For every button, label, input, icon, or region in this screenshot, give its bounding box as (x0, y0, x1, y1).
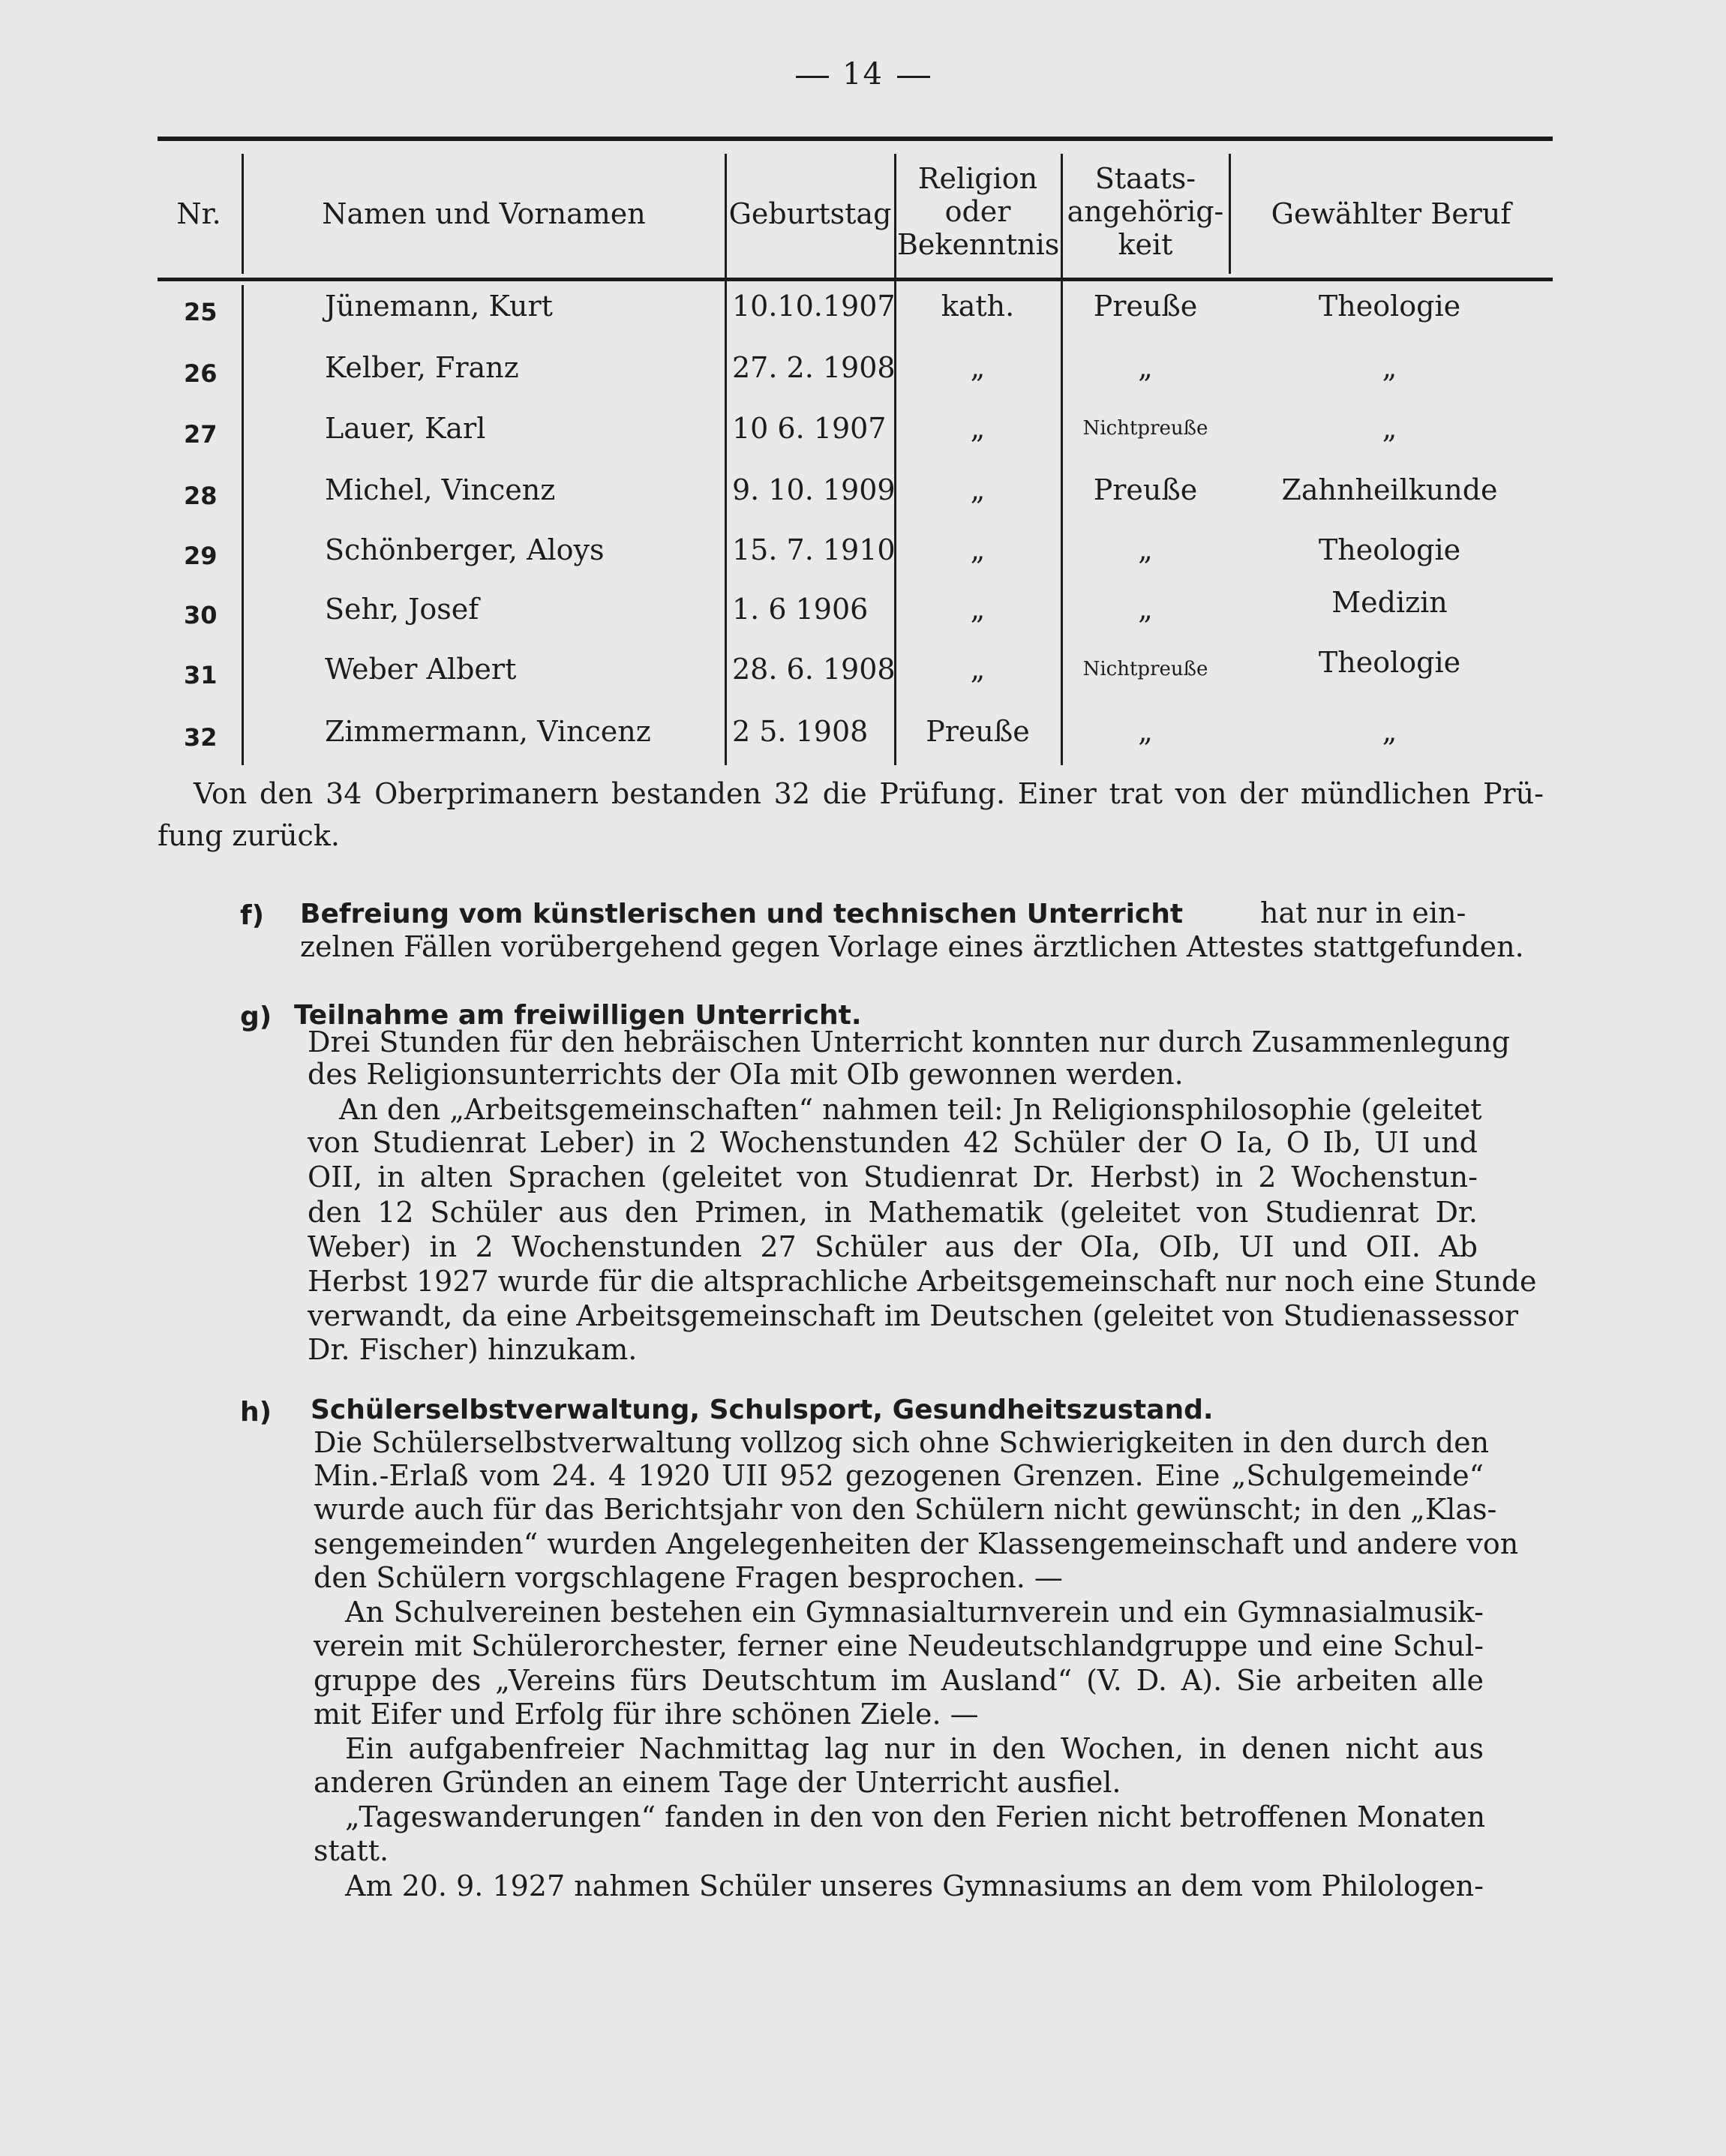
page-number: 14 (0, 57, 1726, 92)
row-name: Zimmermann, Vincenz (325, 715, 651, 748)
row-birth: 9. 10. 1909 (732, 473, 896, 506)
header-religion-2: oder (944, 195, 1011, 228)
section-f-line: hat nur in ein- (1260, 896, 1466, 929)
summary-line: fung zurück. (158, 819, 340, 852)
section-g-label: g) (240, 1001, 272, 1032)
row-nationality: „ (1138, 593, 1153, 626)
section-g-line: verwandt, da eine Arbeitsgemeinschaft im Deutschen (geleitet von Studienassessor (308, 1299, 1519, 1332)
row-religion: kath. (941, 290, 1015, 323)
row-birth: 15. 7. 1910 (732, 533, 896, 566)
column-divider (242, 154, 244, 274)
row-name: Jünemann, Kurt (325, 290, 553, 323)
section-h-line: sengemeinden“ wurden Angelegenheiten der Klassengemeinschaft und andere von (314, 1527, 1519, 1560)
section-f-label: f) (240, 900, 265, 931)
row-name: Schönberger, Aloys (325, 533, 605, 566)
section-g-line: Drei Stunden für den hebräischen Unterricht konnten nur durch Zusammenlegung (308, 1025, 1510, 1058)
section-h-line: Die Schülerselbstverwaltung vollzog sich ohne Schwierigkeiten in den durch den (314, 1426, 1490, 1459)
section-h-line: wurde auch für das Berichtsjahr von den Schülern nicht gewünscht; in den „Klas- (314, 1493, 1497, 1526)
row-nationality: „ (1138, 715, 1153, 748)
row-nr: 26 (184, 359, 218, 388)
row-name: Kelber, Franz (325, 351, 519, 384)
row-nr: 27 (184, 420, 218, 449)
section-g-line: Weber) in 2 Wochenstunden 27 Schüler aus der OIa, OIb, UI und OII. Ab (308, 1230, 1478, 1263)
section-h-line: den Schülern vorgschlagene Fragen besprochen. — (314, 1561, 1063, 1594)
row-career: Medizin (1331, 586, 1448, 619)
column-divider (1061, 154, 1063, 765)
header-career: Gewählter Beruf (1271, 197, 1511, 230)
row-nr: 30 (184, 601, 218, 629)
section-h-line: „Tageswanderungen“ fanden in den von den Ferien nicht betroffenen Monaten (345, 1800, 1486, 1833)
row-nationality: Nichtpreuße (1082, 658, 1208, 680)
row-nr: 31 (184, 661, 218, 689)
row-career: Zahnheilkunde (1281, 473, 1498, 506)
row-nationality: „ (1138, 351, 1153, 384)
table-header-rule (158, 278, 1553, 281)
row-nationality: Nichtpreuße (1082, 417, 1208, 440)
row-name: Weber Albert (325, 653, 517, 686)
row-nationality: Preuße (1093, 290, 1198, 323)
section-g-line: Dr. Fischer) hinzukam. (308, 1333, 638, 1366)
column-divider (242, 285, 244, 765)
row-religion: „ (970, 351, 986, 384)
row-birth: 28. 6. 1908 (732, 653, 896, 686)
header-birth: Geburtstag (728, 197, 892, 230)
row-name: Sehr, Josef (325, 593, 479, 626)
row-nr: 32 (184, 723, 218, 752)
section-h-line: Am 20. 9. 1927 nahmen Schüler unseres Gymnasiums an dem vom Philologen- (345, 1869, 1484, 1902)
section-h-label: h) (240, 1397, 272, 1428)
row-nr: 28 (184, 482, 218, 510)
section-g-heading: Teilnahme am freiwilligen Unterricht. (294, 1000, 862, 1031)
row-religion: Preuße (926, 715, 1030, 748)
column-divider (725, 154, 727, 765)
row-career: „ (1382, 351, 1397, 384)
section-g-line: von Studienrat Leber) in 2 Wochenstunden 42 Schüler der O Ia, O Ib, UI und (308, 1126, 1478, 1159)
column-divider (1229, 154, 1231, 274)
section-g-line: An den „Arbeitsgemeinschaften“ nahmen teil: Jn Religionsphilosophie (geleitet (339, 1093, 1482, 1126)
row-career: „ (1382, 715, 1397, 748)
row-nationality: „ (1138, 533, 1153, 566)
header-religion-1: Religion (917, 162, 1038, 195)
row-religion: „ (970, 412, 986, 445)
section-h-line: gruppe des „Vereins fürs Deutschtum im Ausland“ (V. D. A). Sie arbeiten alle (314, 1664, 1484, 1697)
section-g-line: den 12 Schüler aus den Primen, in Mathematik (geleitet von Studienrat Dr. (308, 1196, 1478, 1229)
row-birth: 2 5. 1908 (732, 715, 869, 748)
section-h-line: anderen Gründen an einem Tage der Unterricht ausfiel. (314, 1766, 1121, 1799)
row-birth: 1. 6 1906 (732, 593, 869, 626)
section-g-line: Herbst 1927 wurde für die altsprachliche Arbeitsgemeinschaft nur noch eine Stunde (308, 1265, 1537, 1298)
section-h-line: Ein aufgabenfreier Nachmittag lag nur in den Wochen, in denen nicht aus (345, 1732, 1484, 1765)
section-h-line: Min.-Erlaß vom 24. 4 1920 UII 952 gezogenen Grenzen. Eine „Schulgemeinde“ (314, 1459, 1484, 1492)
row-career: „ (1382, 412, 1397, 445)
header-nr: Nr. (176, 197, 221, 230)
row-nationality: Preuße (1093, 473, 1198, 506)
row-career: Theologie (1318, 290, 1461, 323)
row-nr: 25 (184, 298, 218, 326)
section-g-line: des Religionsunterrichts der OIa mit OIb gewonnen werden. (308, 1058, 1184, 1091)
header-nationality-2: angehörig- (1067, 195, 1224, 228)
row-career: Theologie (1318, 533, 1461, 566)
section-h-heading: Schülerselbstverwaltung, Schulsport, Gesundheitszustand. (311, 1395, 1214, 1425)
section-h-line: An Schulvereinen bestehen ein Gymnasialturnverein und ein Gymnasialmusik- (345, 1596, 1484, 1629)
row-birth: 27. 2. 1908 (732, 351, 896, 384)
row-name: Lauer, Karl (325, 412, 486, 445)
header-nationality-3: keit (1118, 228, 1173, 261)
summary-line: Von den 34 Oberprimanern bestanden 32 die Prüfung. Einer trat von der mündlichen Prü- (194, 777, 1544, 810)
header-religion-3: Bekenntnis (897, 228, 1060, 261)
table-top-rule (158, 137, 1553, 141)
section-g-line: OII, in alten Sprachen (geleitet von Studienrat Dr. Herbst) in 2 Wochenstun- (308, 1161, 1478, 1194)
row-nr: 29 (184, 542, 218, 570)
row-religion: „ (970, 653, 986, 686)
row-religion: „ (970, 473, 986, 506)
row-birth: 10 6. 1907 (732, 412, 887, 445)
section-h-line: mit Eifer und Erfolg für ihre schönen Ziele. — (314, 1698, 979, 1731)
section-f-heading: Befreiung vom künstlerischen und technischen Unterricht (300, 899, 1184, 929)
row-religion: „ (970, 533, 986, 566)
section-h-line: statt. (314, 1834, 389, 1867)
row-name: Michel, Vincenz (325, 473, 556, 506)
row-career: Theologie (1318, 646, 1461, 679)
section-h-line: verein mit Schülerorchester, ferner eine Neudeutschlandgruppe und eine Schul- (314, 1629, 1484, 1662)
header-name: Namen und Vornamen (322, 197, 646, 230)
row-birth: 10.10.1907 (732, 290, 896, 323)
section-f-line: zelnen Fällen vorübergehend gegen Vorlage eines ärztlichen Attestes stattgefunden. (300, 930, 1524, 963)
row-religion: „ (970, 593, 986, 626)
header-nationality-1: Staats- (1094, 162, 1196, 195)
